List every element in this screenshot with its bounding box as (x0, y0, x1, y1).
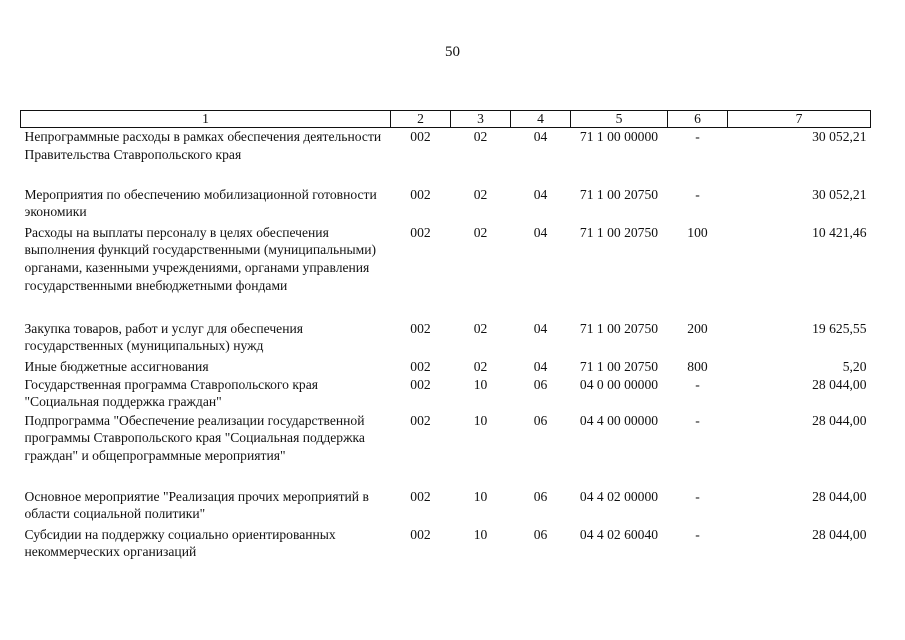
row-vr: - (695, 412, 700, 428)
row-ved: 002 (410, 224, 431, 240)
row-vr: - (695, 376, 700, 392)
row-csr: 04 4 02 00000 (579, 488, 659, 504)
row-rz: 02 (473, 358, 488, 374)
row-rz: 10 (473, 488, 488, 504)
row-pr: 04 (533, 129, 548, 144)
row-vr: - (695, 526, 700, 542)
row-csr: 71 1 00 00000 (579, 129, 659, 144)
row-csr: 04 4 02 60040 (579, 526, 659, 542)
row-name: Подпрограмма "Обеспечение реализации государственной программы Ставропольского края "Социальная поддержка граждан" и общепрограммные мероприятия" (24, 412, 365, 464)
row-sum: 30 052,21 (812, 129, 867, 144)
row-rz: 02 (473, 224, 488, 240)
row-pr: 06 (533, 376, 548, 392)
row-rz: 02 (473, 129, 488, 144)
row-rz: 02 (473, 320, 488, 336)
row-rz: 10 (473, 376, 488, 392)
row-name: Мероприятия по обеспечению мобилизационной готовности экономики (24, 186, 377, 220)
table-header-row (21, 111, 871, 128)
row-csr: 71 1 00 20750 (579, 320, 659, 336)
row-ved: 002 (410, 129, 431, 144)
table-row (21, 224, 871, 320)
row-name: Расходы на выплаты персоналу в целях обеспечения выполнения функций государственными (муниципальными) органами, казенными учреждениями, органами управления государственными внебюджетными фондами (24, 224, 377, 293)
row-pr: 06 (533, 488, 548, 504)
row-sum: 28 044,00 (812, 412, 867, 428)
table-row (21, 376, 871, 412)
row-sum: 5,20 (842, 358, 867, 374)
row-name: Иные бюджетные ассигнования (24, 358, 209, 374)
row-name: Основное мероприятие "Реализация прочих мероприятий в области социальной политики" (24, 488, 369, 522)
row-rz: 10 (473, 526, 488, 542)
row-ved: 002 (410, 320, 431, 336)
row-vr: 800 (687, 358, 708, 374)
table-row (21, 526, 871, 564)
row-ved: 002 (410, 186, 431, 202)
row-pr: 04 (533, 224, 548, 240)
row-pr: 04 (533, 320, 548, 336)
row-ved: 002 (410, 488, 431, 504)
row-rz: 02 (473, 186, 488, 202)
row-sum: 28 044,00 (812, 376, 867, 392)
row-ved: 002 (410, 376, 431, 392)
row-ved: 002 (410, 412, 431, 428)
page-number: 50 (445, 44, 460, 60)
row-name: Субсидии на поддержку социально ориентированных некоммерческих организаций (24, 526, 336, 560)
row-vr: 200 (687, 320, 708, 336)
row-name: Государственная программа Ставропольского края "Социальная поддержка граждан" (24, 376, 319, 410)
column-header: 3 (451, 111, 511, 128)
row-csr: 71 1 00 20750 (579, 224, 659, 240)
row-sum: 28 044,00 (812, 488, 867, 504)
column-header: 7 (728, 111, 871, 128)
column-header: 4 (511, 111, 571, 128)
column-header: 2 (391, 111, 451, 128)
table-row (21, 186, 871, 224)
row-ved: 002 (410, 358, 431, 374)
table-row (21, 128, 871, 186)
row-pr: 06 (533, 526, 548, 542)
row-pr: 06 (533, 412, 548, 428)
row-csr: 04 0 00 00000 (579, 376, 659, 392)
column-header: 1 (21, 111, 391, 128)
table-row (21, 320, 871, 358)
row-rz: 10 (473, 412, 488, 428)
row-sum: 10 421,46 (812, 224, 867, 240)
row-pr: 04 (533, 358, 548, 374)
row-csr: 71 1 00 20750 (579, 358, 659, 374)
row-pr: 04 (533, 186, 548, 202)
row-sum: 28 044,00 (812, 526, 867, 542)
row-csr: 04 4 00 00000 (579, 412, 659, 428)
row-vr: - (695, 129, 700, 144)
row-vr: 100 (687, 224, 708, 240)
budget-table (20, 110, 871, 564)
row-name: Непрограммные расходы в рамках обеспечения деятельности Правительства Ставропольского края (24, 129, 382, 162)
row-sum: 19 625,55 (812, 320, 867, 336)
row-vr: - (695, 488, 700, 504)
column-header: 5 (571, 111, 668, 128)
table-row (21, 488, 871, 526)
row-ved: 002 (410, 526, 431, 542)
table-row (21, 358, 871, 376)
row-name: Закупка товаров, работ и услуг для обеспечения государственных (муниципальных) нужд (24, 320, 303, 354)
table-row (21, 412, 871, 488)
row-sum: 30 052,21 (812, 186, 867, 202)
column-header: 6 (668, 111, 728, 128)
row-vr: - (695, 186, 700, 202)
row-csr: 71 1 00 20750 (579, 186, 659, 202)
